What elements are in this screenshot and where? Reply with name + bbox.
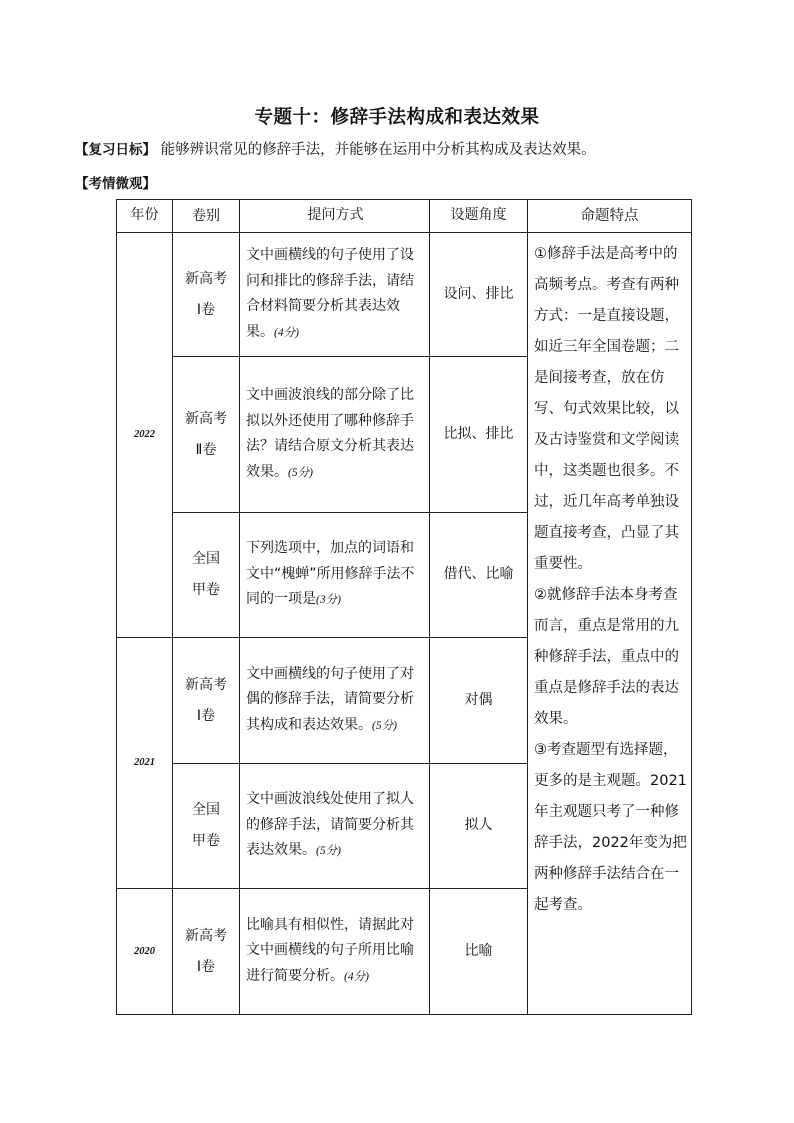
question-cell — [240, 889, 430, 1015]
angle-cell: 设问、排比 — [430, 233, 528, 357]
paper-cell: 全国 甲卷 — [173, 764, 240, 889]
question-text: 文中画波浪线处使用了拟人的修辞手法，请简要分析其表达效果。 — [246, 791, 414, 859]
question-cell — [240, 233, 430, 357]
question-text: 文中画横线的句子使用了对偶的修辞手法，请简要分析其构成和表达效果。 — [246, 665, 414, 733]
question-points: (4分) — [274, 326, 299, 339]
year-cell: 2021 — [117, 638, 173, 889]
feature-item: ③考查题型有选择题，更多的是主观题。2021年主观题只考了一种修辞手法，2022年变为把两种修辞手法结合在一起考查。 — [534, 742, 687, 913]
angle-cell: 比拟、排比 — [430, 357, 528, 513]
question-text: 下列选项中，加点的词语和文中“槐蝉”所用修辞手法不同的一项是 — [246, 540, 415, 608]
year-cell: 2022 — [117, 233, 173, 638]
angle-cell: 借代、比喻 — [430, 513, 528, 638]
question-points: (3分) — [316, 594, 341, 607]
header-angle: 设题角度 — [430, 200, 528, 233]
paper-cell: 新高考 Ⅰ卷 — [173, 638, 240, 764]
question-points: (4分) — [344, 970, 369, 983]
header-question: 提问方式 — [240, 200, 430, 233]
question-cell — [240, 357, 430, 513]
question-cell — [240, 764, 430, 889]
question-points: (5分) — [316, 845, 341, 858]
page-title: 专题十：修辞手法构成和表达效果 — [254, 107, 540, 128]
question-text: 文中画横线的句子使用了设问和排比的修辞手法，请结合材料简要分析其表达效果。 — [246, 247, 414, 340]
paper-cell: 全国 甲卷 — [173, 513, 240, 638]
features-cell — [528, 233, 692, 1015]
review-goal-tag: 【复习日标】 — [75, 142, 156, 158]
review-goal — [75, 138, 596, 159]
angle-cell: 比喻 — [430, 889, 528, 1015]
question-cell — [240, 638, 430, 764]
header-features: 命题特点 — [528, 200, 692, 233]
feature-item: ②就修辞手法本身考查而言，重点是常用的九种修辞手法，重点中的重点是修辞手法的表达效果。 — [534, 587, 679, 727]
header-paper: 卷别 — [173, 200, 240, 233]
question-cell — [240, 513, 430, 638]
exam-analysis-table — [116, 199, 692, 1015]
angle-cell: 拟人 — [430, 764, 528, 889]
question-points: (5分) — [372, 719, 397, 732]
paper-cell: 新高考 Ⅰ卷 — [173, 233, 240, 357]
exam-view-tag: 【考情微观】 — [75, 176, 156, 192]
feature-item: ①修辞手法是高考中的高频考点。考查有两种方式：一是直接设题，如近三年全国卷题；二是间接考查，放在仿写、句式效果比较，以及古诗鉴赏和文学阅读中，这类题也很多。不过，近几年高考单独设题直接考查，凸显了其重要性。 — [534, 246, 679, 572]
question-points: (5分) — [288, 466, 313, 479]
exam-view-heading — [75, 172, 156, 192]
question-text: 文中画波浪线的部分除了比拟以外还使用了哪种修辞手法？请结合原文分析其表达效果。 — [246, 387, 414, 480]
header-year: 年份 — [117, 200, 173, 233]
paper-cell: 新高考 Ⅰ卷 — [173, 889, 240, 1015]
question-text: 比喻具有相似性，请据此对文中画横线的句子所用比喻进行简要分析。 — [246, 916, 414, 984]
angle-cell: 对偶 — [430, 638, 528, 764]
year-cell: 2020 — [117, 889, 173, 1015]
table-row — [117, 233, 692, 357]
review-goal-text: 能够辨识常见的修辞手法，并能够在运用中分析其构成及表达效果。 — [160, 142, 596, 158]
paper-cell: 新高考 Ⅱ卷 — [173, 357, 240, 513]
table-header-row — [117, 200, 692, 233]
